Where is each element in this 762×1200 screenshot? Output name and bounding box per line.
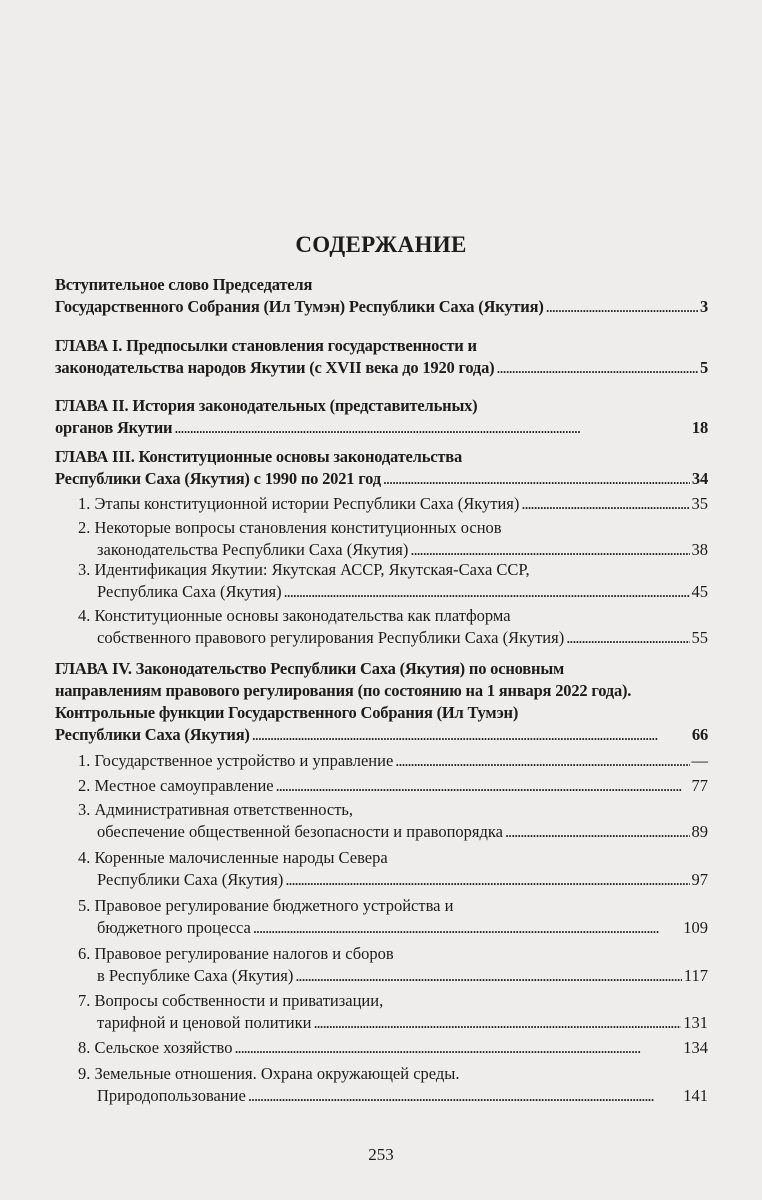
dot-leader bbox=[383, 468, 690, 490]
toc-page-number: 131 bbox=[683, 1013, 708, 1032]
toc-line bbox=[55, 357, 708, 379]
toc-entry-text: направлениям правового регулирования (по состоянию на 1 января 2022 года). bbox=[55, 681, 632, 700]
toc-entry-text: Республика Саха (Якутия) bbox=[97, 582, 282, 601]
toc-line bbox=[55, 417, 708, 439]
dot-leader bbox=[284, 581, 690, 603]
toc-page-number: 77 bbox=[691, 776, 708, 795]
toc-entry-text: ГЛАВА III. Конституционные основы законодательства bbox=[55, 447, 463, 466]
toc-chapter-entry bbox=[55, 446, 708, 490]
toc-entry-text: собственного правового регулирования Республики Саха (Якутия) bbox=[97, 628, 565, 647]
toc-subentry bbox=[78, 895, 708, 939]
toc-subentry bbox=[78, 517, 708, 561]
toc-line bbox=[78, 799, 708, 821]
toc-line bbox=[55, 658, 708, 680]
toc-line bbox=[55, 274, 708, 296]
toc-page-number: — bbox=[691, 751, 708, 770]
dot-leader bbox=[313, 1012, 681, 1034]
toc-chapter-entry bbox=[55, 658, 708, 746]
toc-line bbox=[78, 847, 708, 869]
dot-leader bbox=[253, 917, 681, 939]
toc-chapter-entry bbox=[55, 274, 708, 318]
dot-leader bbox=[276, 775, 690, 797]
toc-subentry bbox=[78, 799, 708, 843]
toc-line bbox=[55, 446, 708, 468]
toc-entry-text: Республики Саха (Якутия) bbox=[55, 725, 250, 744]
toc-page-number: 109 bbox=[683, 918, 708, 937]
toc-page-number: 5 bbox=[699, 358, 708, 377]
toc-subentry bbox=[78, 605, 708, 649]
toc-entry-text: ГЛАВА II. История законодательных (представительных) bbox=[55, 396, 478, 415]
dot-leader bbox=[566, 627, 689, 649]
toc-line bbox=[78, 965, 708, 987]
toc-entry-text: 3. Административная ответственность, bbox=[78, 800, 354, 819]
toc-line bbox=[78, 581, 708, 603]
toc-entry-text: обеспечение общественной безопасности и правопорядка bbox=[97, 822, 503, 841]
toc-line bbox=[78, 539, 708, 561]
toc-subentry bbox=[78, 750, 708, 772]
toc-entry-text: 1. Этапы конституционной истории Республики Саха (Якутия) bbox=[78, 494, 520, 513]
dot-leader bbox=[496, 357, 698, 379]
toc-line bbox=[55, 724, 708, 746]
toc-subentry bbox=[78, 1063, 708, 1107]
dot-leader bbox=[285, 869, 689, 891]
toc-entry-text: тарифной и ценовой политики bbox=[97, 1013, 312, 1032]
toc-line bbox=[78, 821, 708, 843]
toc-entry-text: 6. Правовое регулирование налогов и сборов bbox=[78, 944, 394, 963]
toc-line bbox=[78, 943, 708, 965]
toc-page-number: 3 bbox=[699, 297, 708, 316]
toc-entry-text: Контрольные функции Государственного Собрания (Ил Тумэн) bbox=[55, 703, 519, 722]
toc-entry-text: Республики Саха (Якутия) с 1990 по 2021 год bbox=[55, 469, 381, 488]
toc-page-number: 34 bbox=[691, 469, 708, 488]
toc-entry-text: Вступительное слово Председателя bbox=[55, 275, 313, 294]
toc-entry-text: 4. Конституционные основы законодательства как платформа bbox=[78, 606, 511, 625]
toc-page-number: 97 bbox=[691, 870, 708, 889]
toc-line bbox=[78, 1012, 708, 1034]
toc-entry-text: 7. Вопросы собственности и приватизации, bbox=[78, 991, 384, 1010]
toc-entry-text: 8. Сельское хозяйство bbox=[78, 1038, 233, 1057]
toc-line bbox=[78, 1085, 708, 1107]
toc-line bbox=[55, 395, 708, 417]
toc-line bbox=[55, 680, 708, 702]
toc-line bbox=[78, 1037, 708, 1059]
toc-entry-text: ГЛАВА IV. Законодательство Республики Саха (Якутия) по основным bbox=[55, 659, 565, 678]
toc-entry-text: Природопользование bbox=[97, 1086, 246, 1105]
toc-subentry bbox=[78, 847, 708, 891]
toc-page-number: 55 bbox=[691, 628, 708, 647]
toc-page-number: 35 bbox=[691, 494, 708, 513]
page-title: СОДЕРЖАНИЕ bbox=[295, 232, 467, 257]
page-number: 253 bbox=[368, 1145, 394, 1164]
dot-leader bbox=[295, 965, 681, 987]
toc-entry-text: в Республике Саха (Якутия) bbox=[97, 966, 294, 985]
toc-entry-text: 9. Земельные отношения. Охрана окружающей среды. bbox=[78, 1064, 460, 1083]
toc-chapter-entry bbox=[55, 395, 708, 439]
toc-entry-text: Республики Саха (Якутия) bbox=[97, 870, 284, 889]
toc-line bbox=[78, 775, 708, 797]
dot-leader bbox=[248, 1085, 681, 1107]
toc-line bbox=[78, 750, 708, 772]
toc-subentry bbox=[78, 493, 708, 515]
dot-leader bbox=[395, 750, 689, 772]
toc-page-number: 134 bbox=[683, 1038, 708, 1057]
dot-leader bbox=[521, 493, 689, 515]
toc-page-number: 117 bbox=[683, 966, 708, 985]
toc-page-number: 45 bbox=[691, 582, 708, 601]
dot-leader bbox=[410, 539, 689, 561]
toc-entry-text: бюджетного процесса bbox=[97, 918, 251, 937]
toc-line bbox=[55, 296, 708, 318]
toc-line bbox=[78, 895, 708, 917]
toc-line bbox=[78, 605, 708, 627]
toc-entry-text: 2. Некоторые вопросы становления конституционных основ bbox=[78, 518, 502, 537]
dot-leader bbox=[174, 417, 690, 439]
toc-line bbox=[55, 468, 708, 490]
toc-line bbox=[78, 990, 708, 1012]
toc-subentry bbox=[78, 990, 708, 1034]
toc-subentry bbox=[78, 1037, 708, 1059]
toc-page-number: 141 bbox=[683, 1086, 708, 1105]
dot-leader bbox=[252, 724, 690, 746]
toc-line bbox=[78, 517, 708, 539]
toc-line bbox=[78, 493, 708, 515]
toc-entry-text: органов Якутии bbox=[55, 418, 173, 437]
toc-page-number: 66 bbox=[691, 725, 708, 744]
toc-subentry bbox=[78, 559, 708, 603]
toc-page-number: 18 bbox=[691, 418, 708, 437]
toc-entry-text: законодательства Республики Саха (Якутия) bbox=[97, 540, 409, 559]
toc-subentry bbox=[78, 775, 708, 797]
toc-line bbox=[55, 702, 708, 724]
toc-entry-text: законодательства народов Якутии (с XVII века до 1920 года) bbox=[55, 358, 495, 377]
dot-leader bbox=[234, 1037, 681, 1059]
toc-line bbox=[78, 1063, 708, 1085]
toc-line bbox=[78, 559, 708, 581]
dot-leader bbox=[505, 821, 690, 843]
toc-entry-text: 1. Государственное устройство и управление bbox=[78, 751, 394, 770]
toc-entry-text: 4. Коренные малочисленные народы Севера bbox=[78, 848, 388, 867]
toc-subentry bbox=[78, 943, 708, 987]
toc-line bbox=[78, 917, 708, 939]
toc-chapter-entry bbox=[55, 335, 708, 379]
dot-leader bbox=[546, 296, 698, 318]
toc-page-number: 89 bbox=[691, 822, 708, 841]
toc-entry-text: 2. Местное самоуправление bbox=[78, 776, 274, 795]
toc-entry-text: Государственного Собрания (Ил Тумэн) Республики Саха (Якутия) bbox=[55, 297, 544, 316]
toc-entry-text: ГЛАВА I. Предпосылки становления государственности и bbox=[55, 336, 477, 355]
toc-page-number: 38 bbox=[691, 540, 708, 559]
toc-line bbox=[78, 869, 708, 891]
toc-line bbox=[78, 627, 708, 649]
toc-entry-text: 5. Правовое регулирование бюджетного устройства и bbox=[78, 896, 454, 915]
toc-line bbox=[55, 335, 708, 357]
toc-entry-text: 3. Идентификация Якутии: Якутская АССР, Якутская-Саха ССР, bbox=[78, 560, 530, 579]
